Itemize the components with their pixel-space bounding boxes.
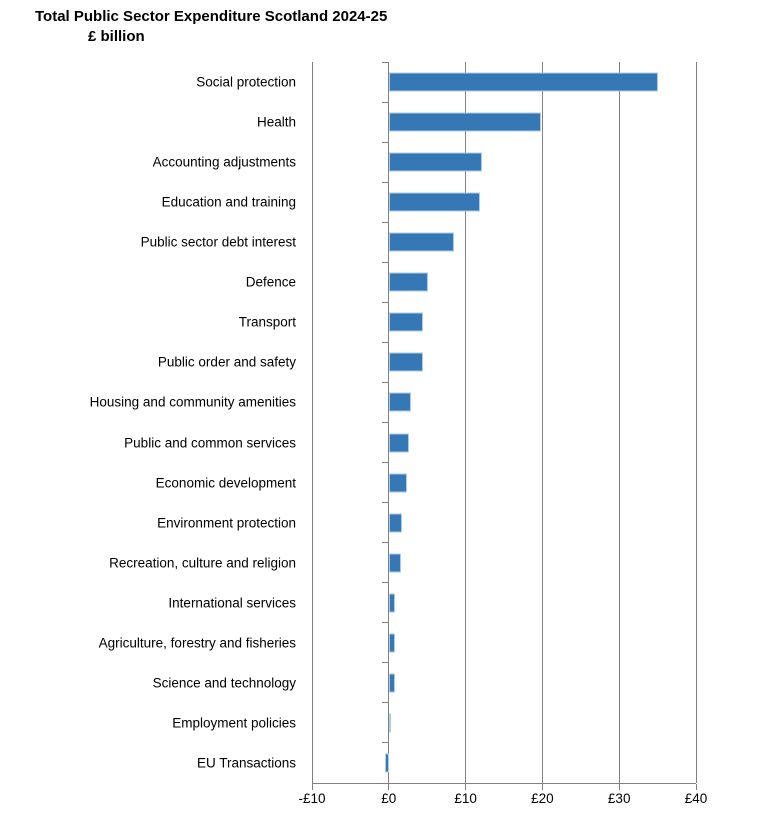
chart-title: Total Public Sector Expenditure Scotland 2024-25 — [35, 8, 388, 25]
category-label: Public and common services — [124, 434, 296, 450]
category-tick — [382, 622, 389, 623]
bar — [389, 513, 402, 532]
category-label: Agriculture, forestry and fisheries — [98, 635, 296, 651]
bar — [389, 273, 428, 292]
bar — [389, 393, 411, 412]
category-tick — [382, 382, 389, 383]
bar — [389, 713, 391, 732]
category-label: Employment policies — [172, 715, 296, 731]
bar — [389, 473, 407, 492]
category-label: Science and technology — [152, 675, 296, 691]
category-tick — [382, 582, 389, 583]
category-tick — [382, 422, 389, 423]
bar — [389, 633, 395, 652]
x-tick-label: £40 — [684, 791, 708, 806]
category-label: Housing and community amenities — [89, 394, 296, 410]
category-label: Social protection — [196, 74, 296, 90]
category-tick — [382, 742, 389, 743]
bar — [389, 353, 423, 372]
bar — [385, 753, 389, 772]
category-label: Defence — [245, 274, 296, 290]
category-axis — [0, 62, 296, 783]
category-label: Health — [256, 114, 296, 130]
x-tick-label: £30 — [607, 791, 631, 806]
gridline — [542, 62, 543, 783]
category-tick — [382, 502, 389, 503]
x-tick-label: -£10 — [298, 791, 326, 806]
gridline — [619, 62, 620, 783]
x-tick-label: £20 — [531, 791, 554, 806]
x-axis-line — [312, 783, 696, 784]
category-tick — [382, 783, 389, 784]
bar — [389, 193, 480, 212]
x-axis-tick — [465, 784, 466, 790]
plot-area — [312, 62, 696, 783]
category-tick — [382, 182, 389, 183]
bar — [389, 73, 659, 92]
bar — [389, 153, 483, 172]
category-label: Public sector debt interest — [140, 234, 296, 250]
category-label: Accounting adjustments — [152, 154, 296, 170]
bar — [389, 553, 401, 572]
category-tick — [382, 542, 389, 543]
bar — [389, 233, 454, 252]
category-label: Public order and safety — [157, 354, 296, 370]
gridline — [696, 62, 697, 783]
category-tick — [382, 142, 389, 143]
x-axis-tick — [388, 784, 389, 790]
category-tick — [382, 222, 389, 223]
gridline — [312, 62, 313, 783]
bar — [389, 673, 395, 692]
bar — [389, 113, 541, 132]
category-tick — [382, 62, 389, 63]
category-tick — [382, 702, 389, 703]
chart-title-block — [35, 8, 387, 45]
category-tick — [382, 342, 389, 343]
category-label: Environment protection — [157, 514, 296, 530]
x-axis-tick — [696, 784, 697, 790]
x-tick-label: £10 — [454, 791, 477, 806]
category-label: Economic development — [155, 474, 296, 490]
category-label: Recreation, culture and religion — [109, 554, 296, 570]
category-tick — [382, 102, 389, 103]
category-label: Transport — [238, 314, 296, 330]
category-label: Education and training — [161, 194, 296, 210]
x-tick-label: £0 — [381, 791, 397, 806]
x-axis-tick — [542, 784, 543, 790]
x-axis-tick — [312, 784, 313, 790]
bar — [389, 593, 395, 612]
chart-subtitle: £ billion — [88, 28, 145, 45]
category-label: EU Transactions — [196, 755, 296, 771]
category-tick — [382, 462, 389, 463]
category-tick — [382, 262, 389, 263]
x-axis-tick — [619, 784, 620, 790]
category-tick — [382, 662, 389, 663]
bar — [389, 433, 409, 452]
category-tick — [382, 302, 389, 303]
bar — [389, 313, 424, 332]
category-label: International services — [168, 595, 296, 610]
